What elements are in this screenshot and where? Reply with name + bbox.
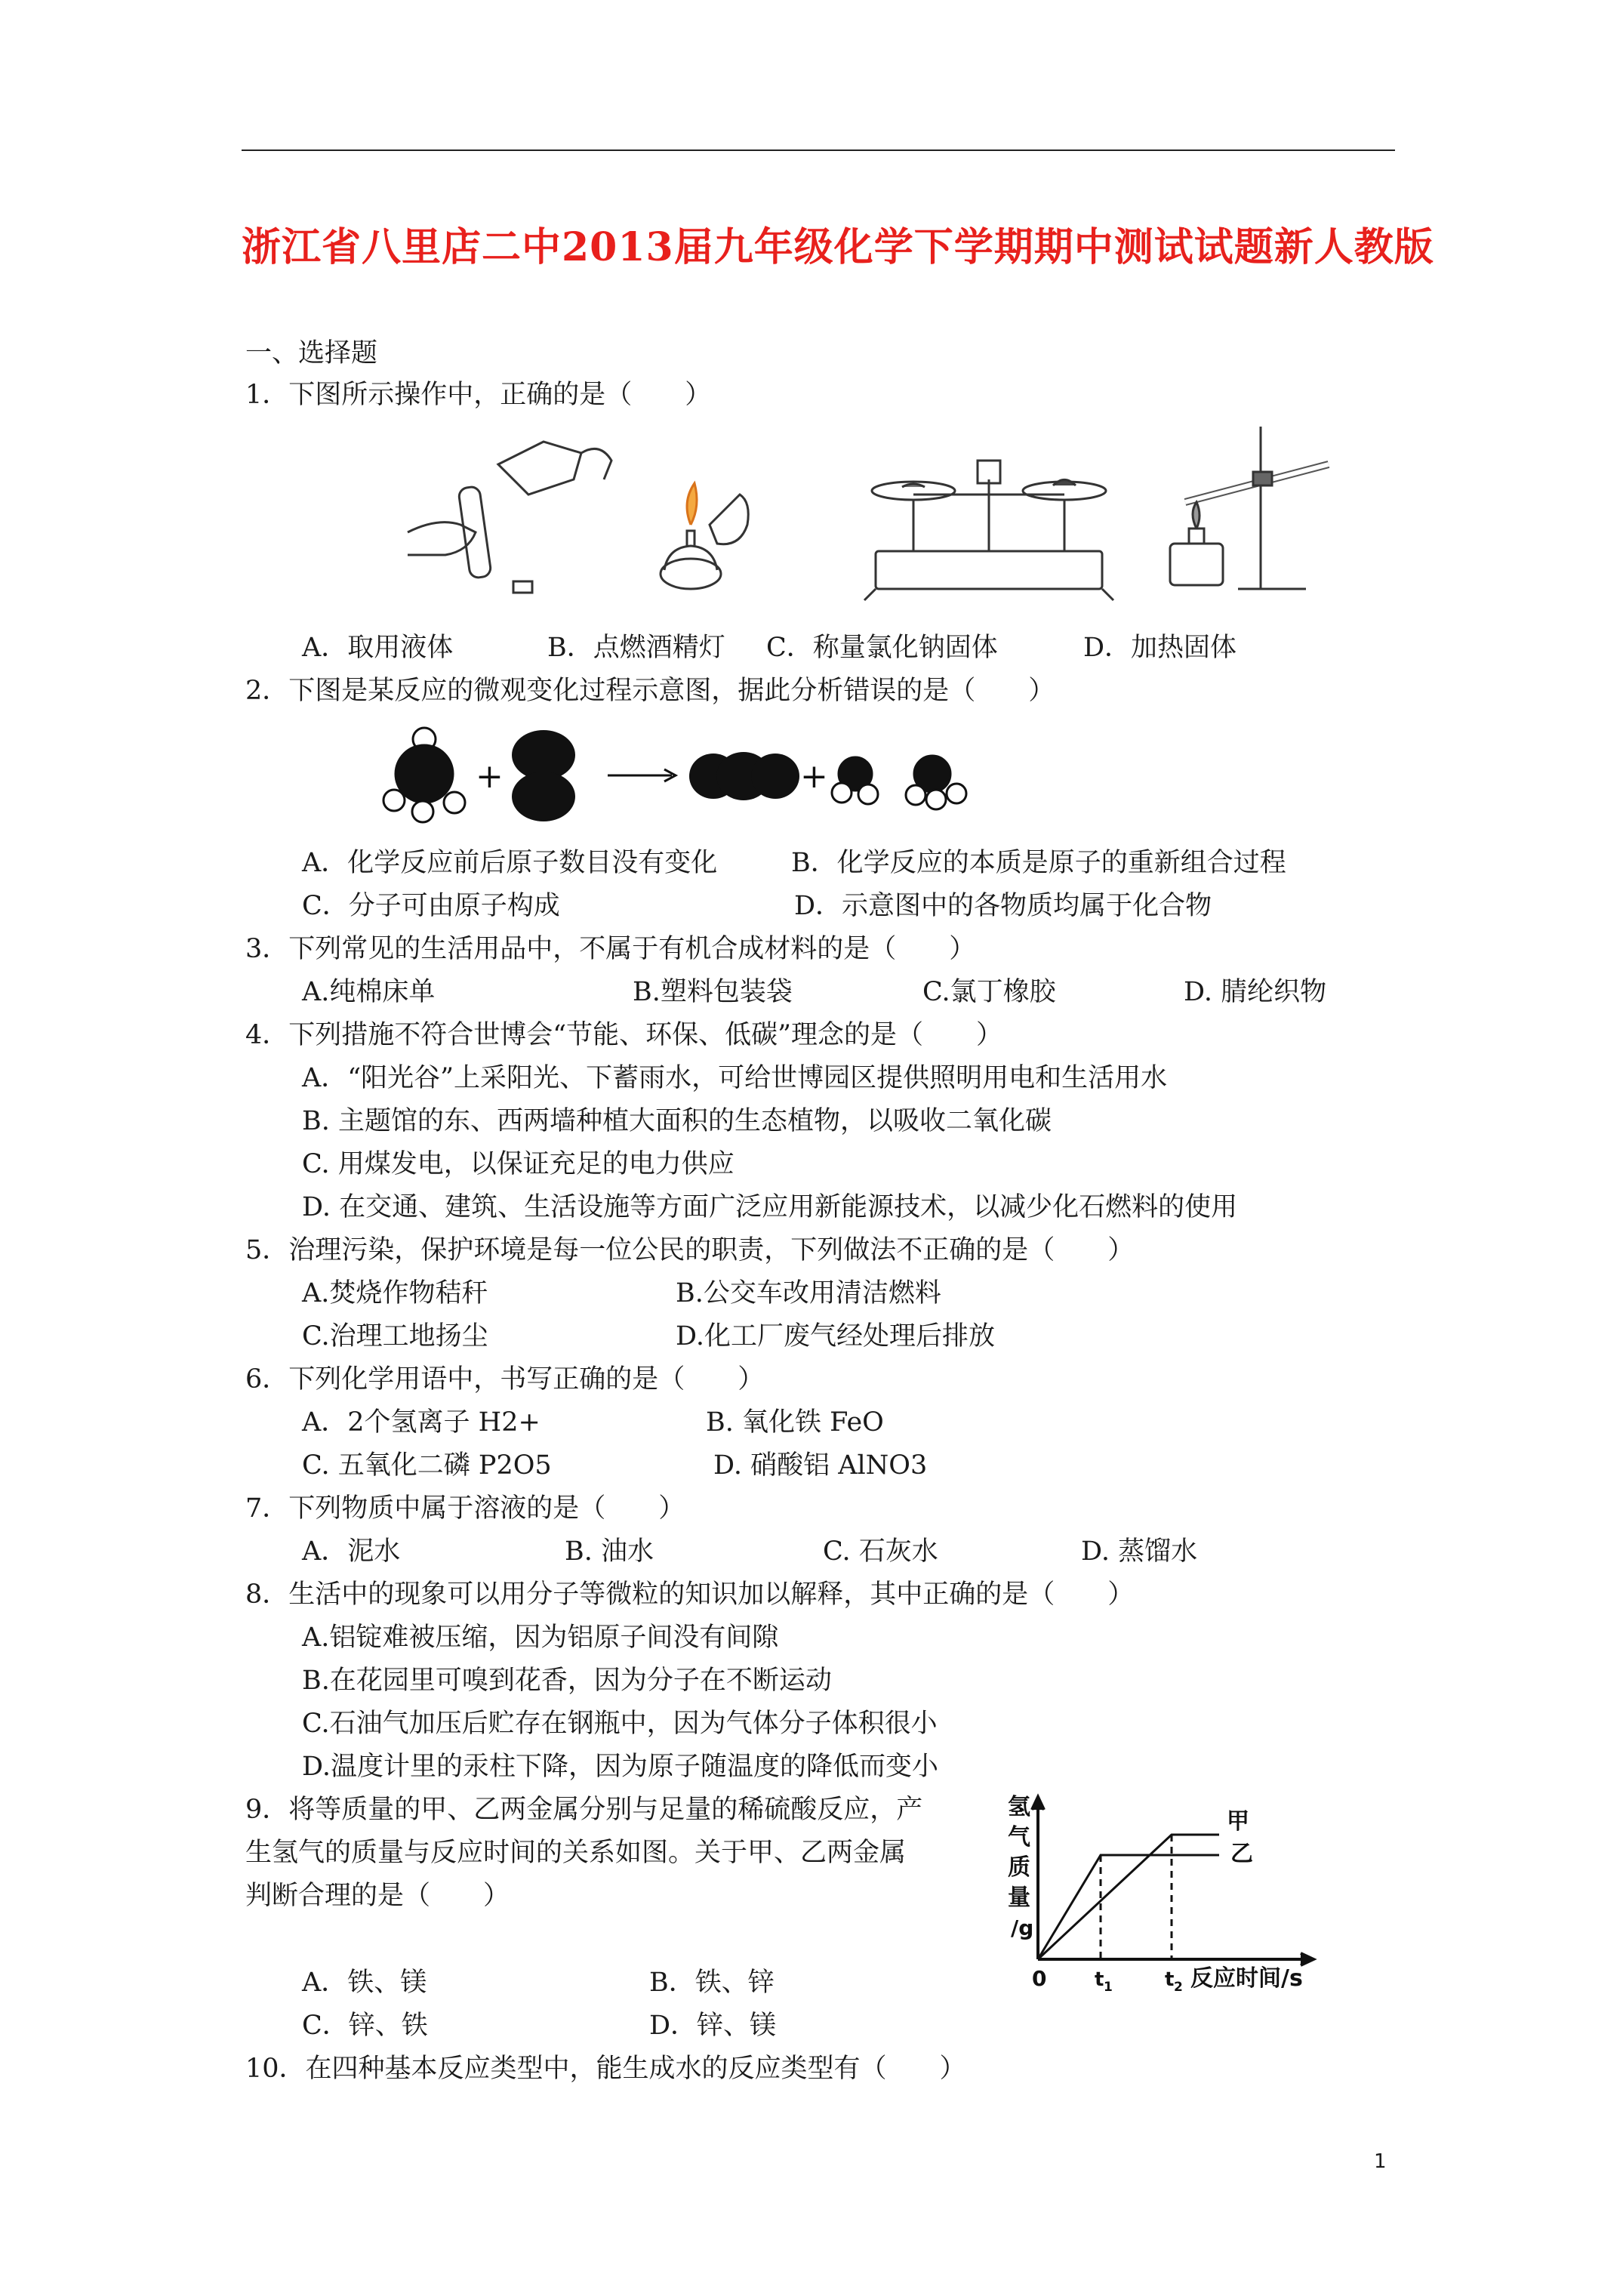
- q8-option-b: B.在花园里可嗅到花香，因为分子在不断运动: [302, 1666, 832, 1696]
- q1-option-d: D．加热固体: [1083, 633, 1237, 663]
- question-9-stem-line-1: 9．将等质量的甲、乙两金属分别与足量的稀硫酸反应，产: [245, 1795, 923, 1825]
- q1-option-b: B．点燃酒精灯: [547, 633, 725, 663]
- q9-option-d: D．锌、镁: [649, 2011, 777, 2041]
- y-axis-label-char-4: 量: [1008, 1885, 1030, 1911]
- y-axis-arrow-icon: [1032, 1797, 1044, 1810]
- q2-option-a: A．化学反应前后原子数目没有变化: [302, 848, 718, 878]
- plus-sign-2-icon: +: [800, 757, 828, 796]
- q3-option-b: B.塑料包装袋: [633, 977, 793, 1007]
- balance-scale-icon: [864, 461, 1113, 600]
- alcohol-lamp-icon: [661, 483, 748, 589]
- header-rule: [242, 149, 1395, 151]
- q1-option-a: A．取用液体: [302, 633, 454, 663]
- reactant-molecule-2-icon: [512, 730, 575, 821]
- q8-option-d: D.温度计里的汞柱下降，因为原子随温度的降低而变小: [302, 1752, 938, 1782]
- q8-option-a: A.铝锭难被压缩，因为铝原子间没有间隙: [302, 1623, 779, 1653]
- section-heading: 一、选择题: [245, 338, 378, 368]
- y-axis-label-unit: /g: [1011, 1915, 1034, 1940]
- question-2-stem: 2．下图是某反应的微观变化过程示意图，据此分析错误的是（ ）: [245, 676, 1055, 706]
- question-3-stem: 3．下列常见的生活用品中，不属于有机合成材料的是（ ）: [245, 934, 976, 964]
- plus-sign-1-icon: +: [476, 757, 504, 796]
- page-number: 1: [1374, 2150, 1387, 2173]
- question-5-stem: 5．治理污染，保护环境是每一位公民的职责，下列做法不正确的是（ ）: [245, 1235, 1135, 1265]
- q6-option-c: C. 五氧化二磷 P2O5: [302, 1450, 552, 1481]
- series-line-jia: [1038, 1835, 1219, 1959]
- pouring-liquid-icon: [408, 442, 611, 593]
- t1-tick-subscript: 1: [1104, 1980, 1113, 1995]
- t2-tick-subscript: 2: [1174, 1980, 1183, 1995]
- question-4-stem: 4．下列措施不符合世博会“节能、环保、低碳”理念的是（ ）: [245, 1020, 1003, 1050]
- series-label-yi: 乙: [1230, 1841, 1253, 1867]
- q4-option-d: D. 在交通、建筑、生活设施等方面广泛应用新能源技术，以减少化石燃料的使用: [302, 1192, 1238, 1222]
- t2-tick-label: t: [1165, 1968, 1175, 1991]
- q7-option-d: D. 蒸馏水: [1081, 1536, 1198, 1567]
- q3-option-c: C.氯丁橡胶: [922, 977, 1056, 1007]
- question-8-stem: 8．生活中的现象可以用分子等微粒的知识加以解释，其中正确的是（ ）: [245, 1579, 1135, 1610]
- t1-tick-label: t: [1095, 1968, 1104, 1991]
- q1-option-c: C．称量氯化钠固体: [766, 633, 998, 663]
- q5-option-b: B.公交车改用清洁燃料: [676, 1278, 941, 1308]
- q5-option-a: A.焚烧作物秸秆: [302, 1278, 488, 1308]
- q9-option-c: C．锌、铁: [302, 2011, 428, 2041]
- reaction-arrow-icon: [608, 769, 676, 781]
- question-7-stem: 7．下列物质中属于溶液的是（ ）: [245, 1493, 685, 1524]
- q4-option-b: B. 主题馆的东、西两墙种植大面积的生态植物，以吸收二氧化碳: [302, 1106, 1052, 1136]
- product-molecule-2-icon: [832, 757, 878, 804]
- q5-option-c: C.治理工地扬尘: [302, 1321, 488, 1351]
- iron-stand-heating-icon: [1170, 427, 1329, 589]
- q2-option-d: D．示意图中的各物质均属于化合物: [794, 891, 1212, 921]
- q8-option-c: C.石油气加压后贮存在钢瓶中，因为气体分子体积很小: [302, 1709, 938, 1739]
- origin-label: 0: [1032, 1966, 1047, 1991]
- product-molecule-3-icon: [906, 756, 966, 809]
- series-line-yi: [1038, 1855, 1219, 1959]
- series-label-jia: 甲: [1227, 1808, 1249, 1835]
- q3-option-d: D. 腈纶织物: [1184, 977, 1327, 1007]
- q3-option-a: A.纯棉床单: [302, 977, 436, 1007]
- q5-option-d: D.化工厂废气经处理后排放: [676, 1321, 995, 1351]
- q6-option-b: B. 氧化铁 FeO: [706, 1407, 884, 1438]
- y-axis-label-char-2: 气: [1008, 1824, 1030, 1851]
- q7-option-a: A．泥水: [302, 1536, 401, 1567]
- q7-option-c: C. 石灰水: [823, 1536, 938, 1567]
- q2-molecule-reaction-figure: [381, 721, 985, 827]
- x-axis-label: 反应时间/s: [1190, 1965, 1303, 1992]
- q4-option-c: C. 用煤发电，以保证充足的电力供应: [302, 1149, 735, 1179]
- reactant-molecule-1-icon: [383, 728, 465, 822]
- question-1-stem: 1．下图所示操作中，正确的是（ ）: [245, 380, 712, 410]
- q6-option-d: D. 硝酸铝 AlNO3: [713, 1450, 928, 1481]
- q9-option-a: A．铁、镁: [302, 1968, 427, 1998]
- question-10-stem: 10．在四种基本反应类型中，能生成水的反应类型有（ ）: [245, 2054, 966, 2084]
- page-title: 浙江省八里店二中2013届九年级化学下学期期中测试试题新人教版: [242, 224, 1434, 270]
- question-9-stem-line-3: 判断合理的是（ ）: [245, 1881, 510, 1911]
- x-axis-arrow-icon: [1301, 1953, 1313, 1965]
- product-molecule-1-icon: [689, 752, 799, 800]
- q1-apparatus-figure: [393, 419, 1344, 608]
- question-6-stem: 6．下列化学用语中，书写正确的是（ ）: [245, 1364, 765, 1395]
- q2-option-c: C．分子可由原子构成: [302, 891, 560, 921]
- y-axis-label-char-3: 质: [1008, 1854, 1030, 1881]
- q6-option-a: A．2个氢离子 H2+: [302, 1407, 540, 1438]
- q4-option-a: A．“阳光谷”上采阳光、下蓄雨水，可给世博园区提供照明用电和生活用水: [302, 1063, 1168, 1093]
- q7-option-b: B. 油水: [565, 1536, 654, 1567]
- q9-hydrogen-mass-chart: [993, 1786, 1340, 2005]
- y-axis-label-char-1: 氢: [1008, 1794, 1030, 1820]
- q9-option-b: B．铁、锌: [649, 1968, 775, 1998]
- question-9-stem-line-2: 生氢气的质量与反应时间的关系如图。关于甲、乙两金属: [245, 1838, 907, 1868]
- q2-option-b: B．化学反应的本质是原子的重新组合过程: [791, 848, 1286, 878]
